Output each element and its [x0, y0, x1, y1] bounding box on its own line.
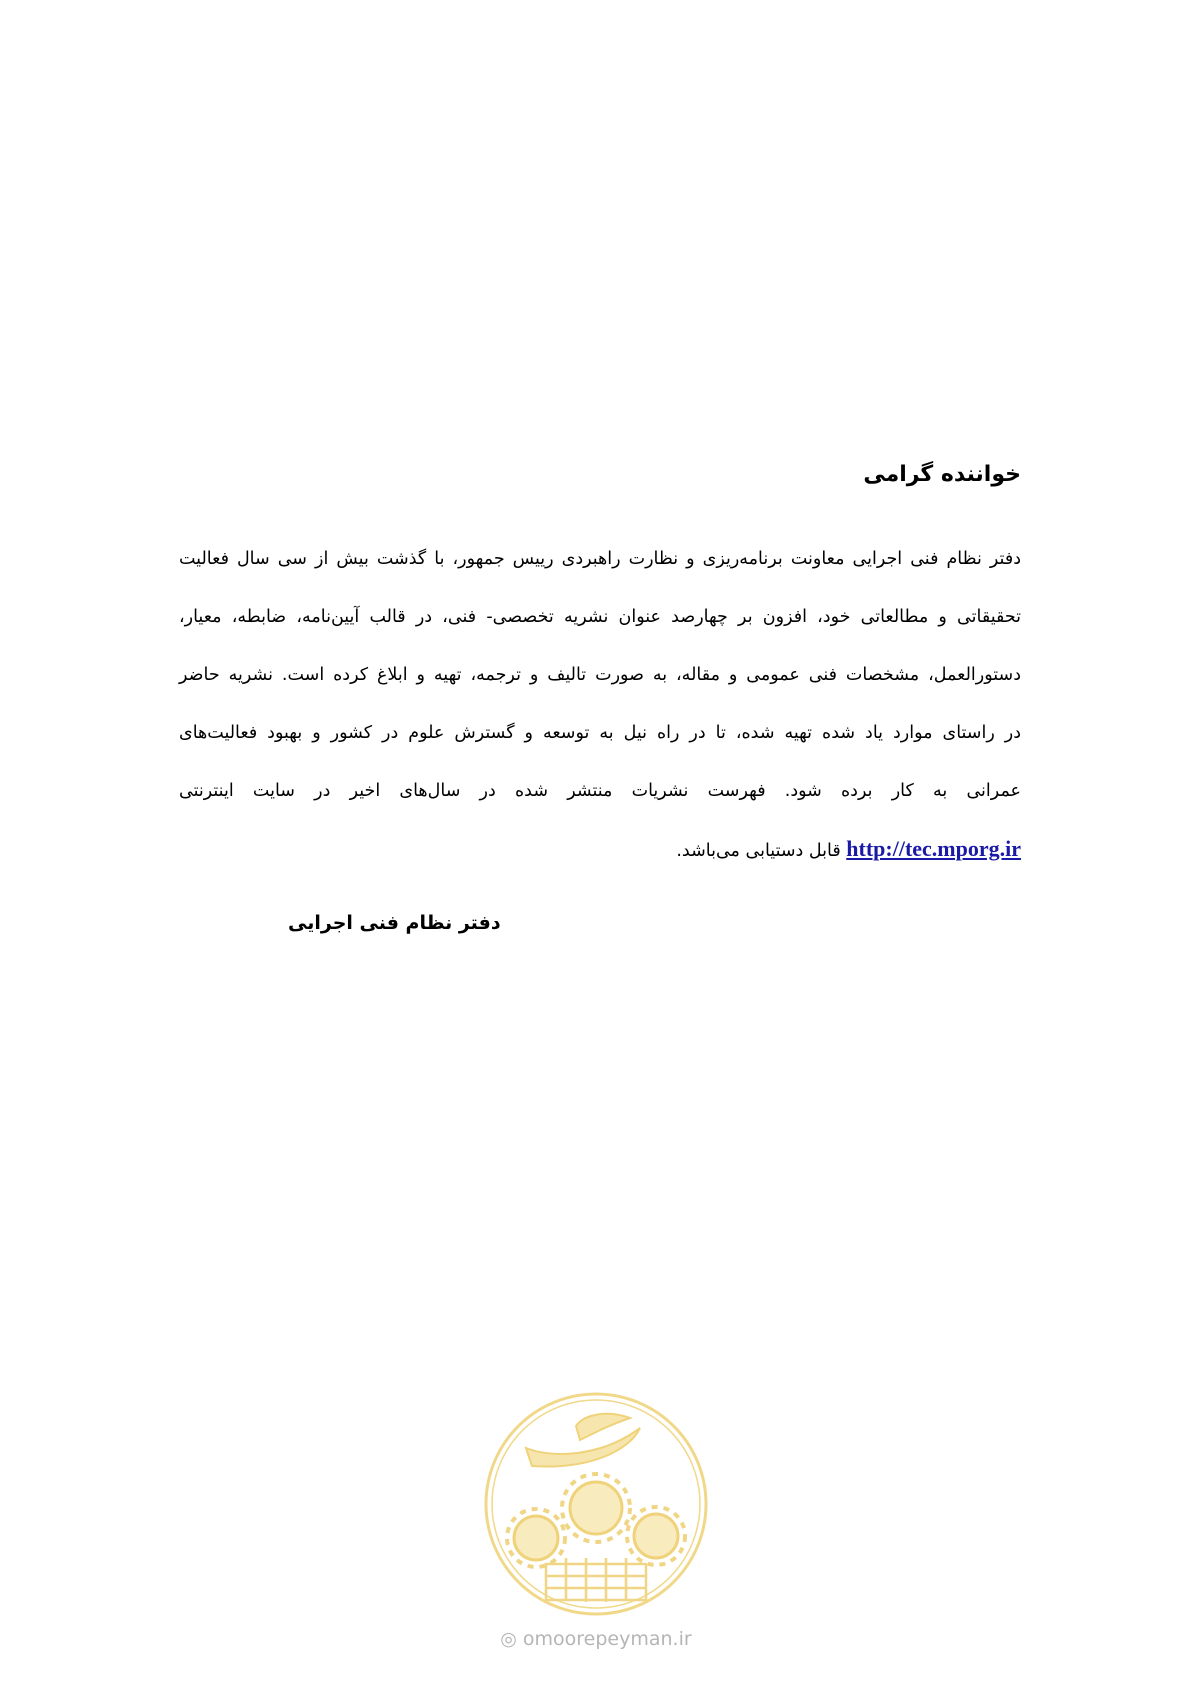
- paragraph-line-5: عمرانی به کار برده شود. فهرست نشریات منتشر شده در سال‌های اخیر در سایت اینترنتی: [179, 781, 1021, 801]
- paragraph-line-2: تحقیقاتی و مطالعاتی خود، افزون بر چهارصد عنوان نشریه تخصصی- فنی، در قالب آیین‌نامه، ضابطه، معیار،: [179, 607, 1021, 627]
- paragraph-line-3: دستورالعمل، مشخصات فنی عمومی و مقاله، به صورت تالیف و ترجمه، تهیه و ابلاغ کرده است. نشریه حاضر: [179, 665, 1021, 685]
- paragraph-line-4: در راستای موارد یاد شده تهیه شده، تا در راه نیل به توسعه و گسترش علوم در کشور و بهبود فعالیت‌های: [179, 723, 1021, 743]
- website-link[interactable]: http://tec.mporg.ir: [846, 836, 1021, 861]
- body-paragraph: [179, 530, 1021, 880]
- page-heading: خواننده گرامی: [863, 462, 1021, 487]
- signature: دفتر نظام فنی اجرایی: [288, 912, 501, 934]
- watermark-logo-icon: [480, 1388, 712, 1620]
- watermark-text: ◎ omoorepeyman.ir: [500, 1628, 692, 1650]
- paragraph-line-1: دفتر نظام فنی اجرایی معاونت برنامه‌ریزی و نظارت راهبردی رییس جمهور، با گذشت بیش از سی سال فعالیت: [179, 549, 1021, 569]
- closing-text: قابل دستیابی می‌باشد.: [676, 841, 841, 861]
- paragraph-line-6: [179, 820, 1021, 880]
